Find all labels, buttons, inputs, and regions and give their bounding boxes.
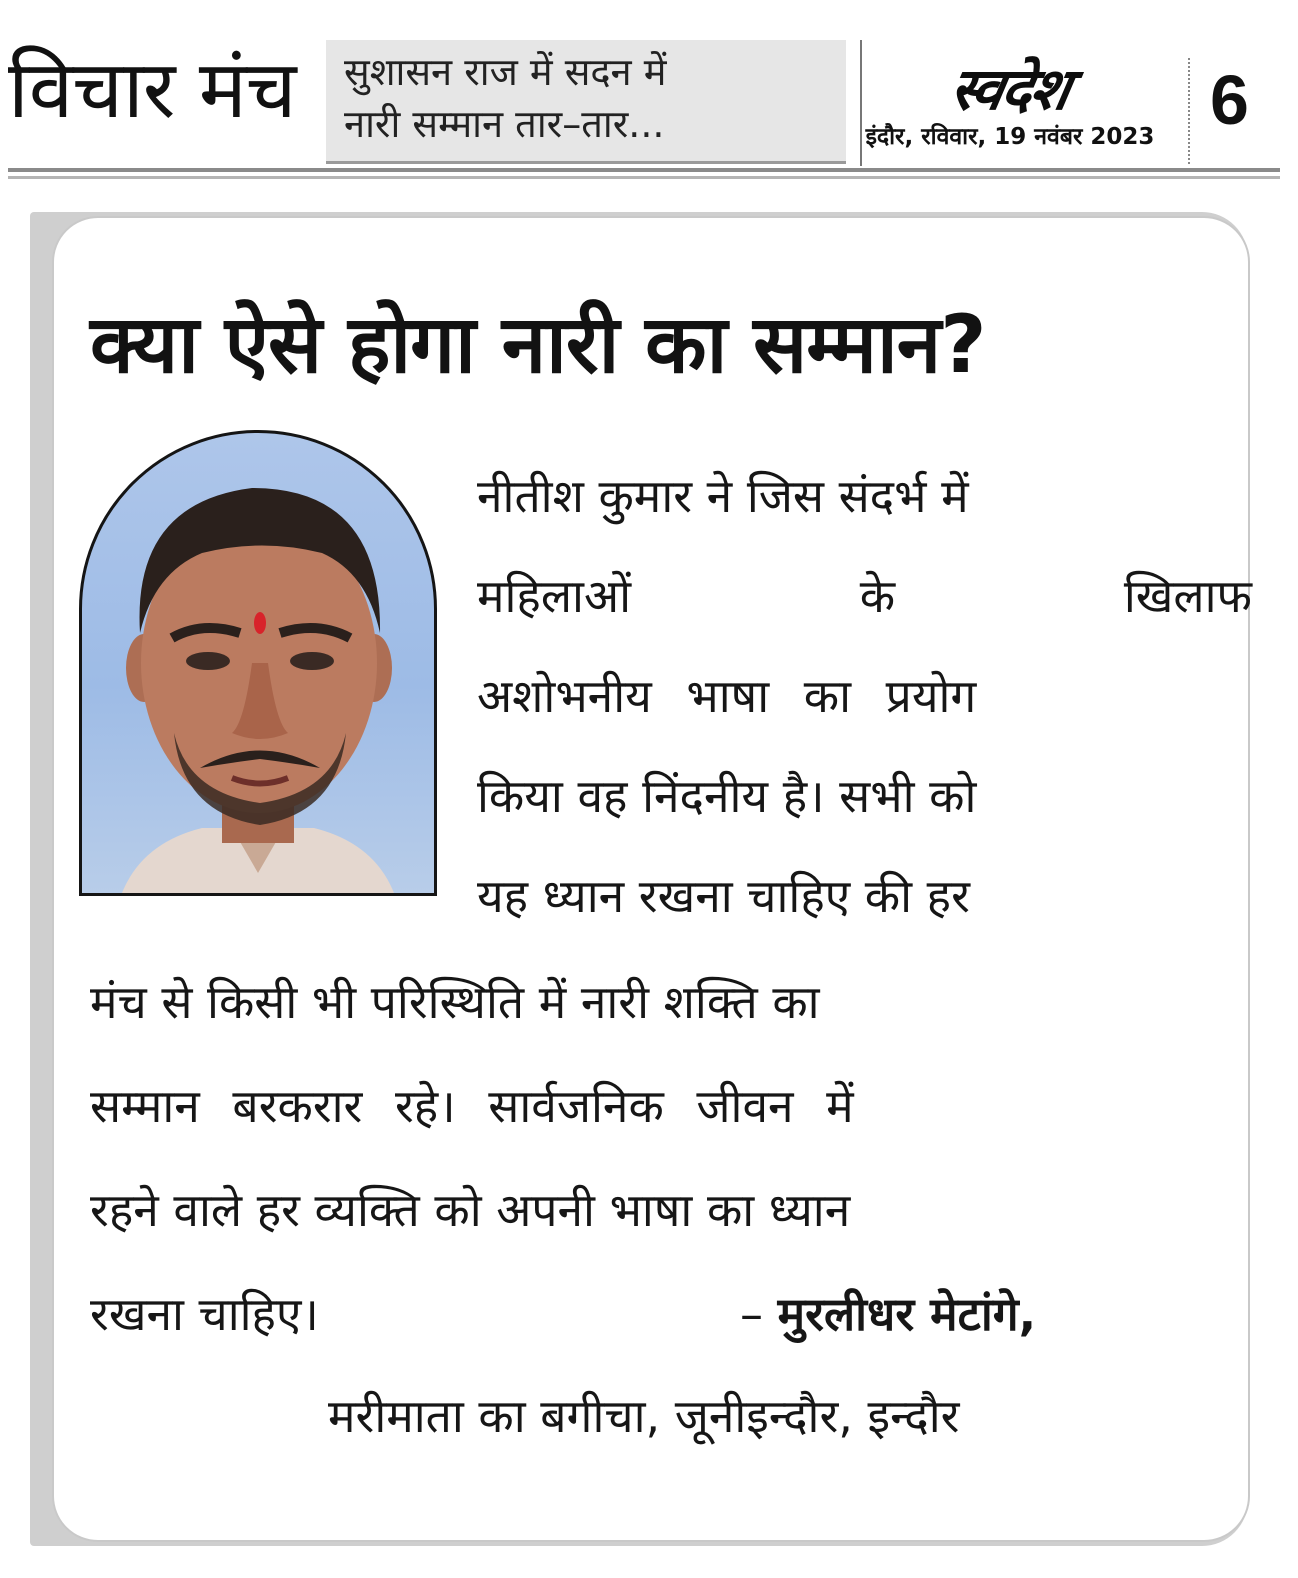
author-dash: –: [740, 1287, 763, 1341]
portrait-photo-icon: [82, 433, 434, 893]
page-number: 6: [1210, 61, 1249, 139]
article-body-line-3: अशोभनीय भाषा का प्रयोग: [477, 669, 977, 723]
dateline: इंदौर, रविवार, 19 नवंबर 2023: [865, 124, 1155, 150]
article-body-word: महिलाओं: [477, 569, 631, 623]
headline-teaser[interactable]: [326, 40, 846, 164]
headline-teaser-line-1: सुशासन राज में सदन में: [344, 50, 667, 94]
article-body-line-4: किया वह निंदनीय है। सभी को: [477, 769, 977, 823]
header-rule-top: [8, 168, 1280, 172]
header-rule-bottom: [8, 176, 1280, 179]
author-byline: [740, 1282, 1036, 1346]
article-title: क्या ऐसे होगा नारी का सम्मान?: [90, 298, 986, 391]
masthead: [860, 55, 1160, 158]
headline-teaser-line-2: नारी सम्मान तार–तार...: [344, 102, 665, 146]
author-name: मुरलीधर मेटांगे,: [777, 1287, 1037, 1341]
author-address: मरीमाता का बगीचा, जूनीइन्दौर, इन्दौर: [328, 1389, 960, 1443]
article-body-line-1: नीतीश कुमार ने जिस संदर्भ में: [477, 469, 969, 523]
section-title: विचार मंच: [8, 43, 296, 136]
article-body-word: के: [859, 569, 896, 623]
article-body-line-2: [477, 564, 1252, 628]
article-body-line-5: यह ध्यान रखना चाहिए की हर: [477, 869, 970, 923]
newspaper-logo: स्वदेश: [945, 55, 1075, 123]
article-body-word: खिलाफ: [1123, 569, 1252, 623]
article-body-line-8: रहने वाले हर व्यक्ति को अपनी भाषा का ध्यान: [90, 1183, 851, 1237]
article-body-line-7: सम्मान बरकरार रहे। सार्वजनिक जीवन में: [90, 1079, 854, 1133]
article-body-line-9: रखना चाहिए।: [90, 1287, 319, 1341]
article-body-line-6: मंच से किसी भी परिस्थिति में नारी शक्ति का: [90, 975, 820, 1029]
author-photo: [79, 430, 437, 896]
header-divider-right: [1188, 58, 1190, 164]
